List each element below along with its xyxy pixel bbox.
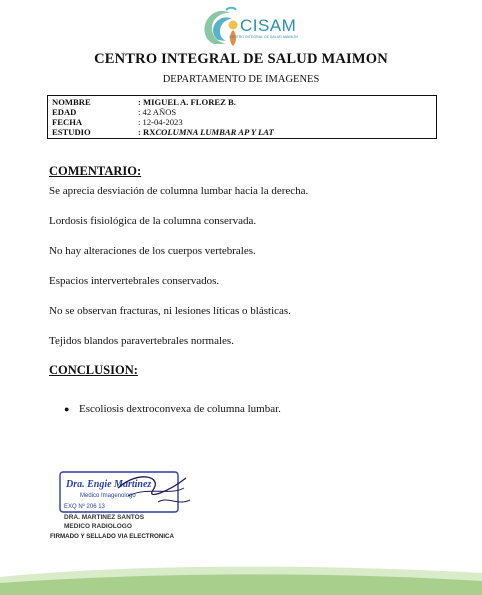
- patient-label: FECHA: [52, 117, 83, 127]
- stamp-license: EXQ Nº 206 13: [64, 504, 105, 510]
- signature-stamp: [58, 466, 198, 516]
- logo-brand-text: CISAM: [240, 16, 297, 35]
- conclusion-text: Escoliosis dextroconvexa de columna lumbar.: [79, 403, 281, 415]
- patient-value: : 42 AÑOS: [138, 107, 177, 117]
- patient-value: COLUMNA LUMBAR AP Y LAT: [155, 127, 274, 137]
- patient-row-age: [52, 107, 436, 117]
- stamp-name: Dra. Engie Martinez: [66, 479, 152, 490]
- stamp-role: Medico Imagenologo: [80, 493, 136, 499]
- patient-label: NOMBRE: [52, 97, 91, 107]
- patient-label: ESTUDIO: [52, 127, 91, 137]
- document-title: CENTRO INTEGRAL DE SALUD MAIMON: [94, 51, 388, 67]
- finding-line: No se observan fracturas, ni lesiones líticas o blásticas.: [49, 305, 291, 317]
- conclusion-item: [64, 403, 281, 415]
- patient-value: : 12-04-2023: [138, 117, 183, 127]
- patient-value: : MIGUEL A. FLOREZ B.: [138, 97, 236, 107]
- patient-value-prefix: : RX: [138, 127, 156, 137]
- finding-line: Tejidos blandos paravertebrales normales.: [49, 335, 234, 347]
- patient-label: EDAD: [52, 107, 77, 117]
- patient-info-box: [47, 95, 437, 139]
- patient-row-date: [52, 117, 436, 127]
- comentario-heading: COMENTARIO:: [49, 164, 142, 178]
- department-name: DEPARTAMENTO DE IMAGENES: [162, 74, 320, 85]
- signer-name: DRA. MARTINEZ SANTOS: [64, 514, 145, 521]
- signature-note: FIRMADO Y SELLADO VIA ELECTRONICA: [50, 533, 174, 540]
- logo-subtitle: CENTRO INTEGRAL DE SALUD MAIMON: [229, 35, 298, 39]
- bullet-icon: ●: [64, 404, 70, 414]
- footer-wave: [0, 555, 482, 595]
- patient-row-study: [52, 127, 436, 137]
- finding-line: Lordosis fisiológica de la columna conservada.: [49, 215, 257, 227]
- finding-line: Espacios intervertebrales conservados.: [49, 275, 220, 287]
- conclusion-heading: CONCLUSION:: [49, 363, 138, 377]
- signer-role: MEDICO RADIOLOGO: [64, 523, 132, 530]
- finding-line: No hay alteraciones de los cuerpos vertebrales.: [49, 245, 256, 257]
- patient-row-name: [52, 97, 436, 107]
- finding-line: Se aprecia desviación de columna lumbar hacia la derecha.: [49, 185, 309, 197]
